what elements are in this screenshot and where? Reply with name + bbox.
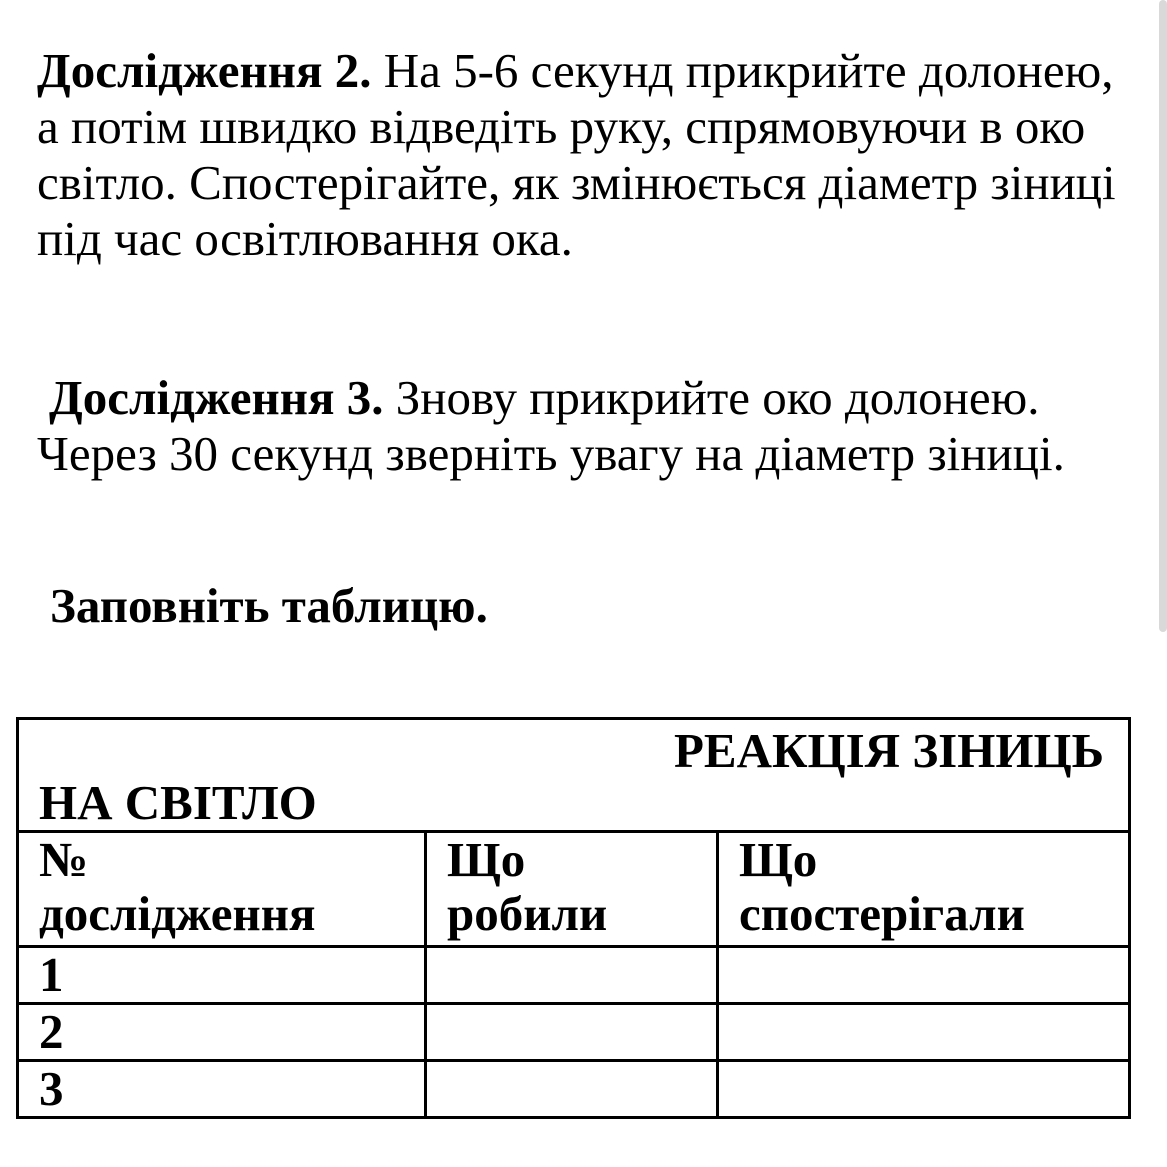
table-title-part-1: РЕАКЦІЯ ЗІНИЦЬ: [673, 723, 1104, 778]
header-col2-line2: робили: [447, 886, 608, 941]
header-what-did: [426, 832, 718, 947]
row-3-did-cell[interactable]: [426, 1061, 718, 1118]
study-2-text: На 5-6 секунд прикрийте долонею, а потім швидко відведіть руку, спрямовуючи в око світло. Спостерігайте, як змінюється діаметр зіниці під час освітлювання ока.: [37, 43, 1116, 266]
study-3-text: Знову прикрийте око долонею. Через 30 секунд зверніть увагу на діаметр зіниці.: [37, 370, 1065, 481]
row-2-number: 2: [18, 1004, 426, 1061]
pupil-reaction-table: [16, 717, 1131, 1119]
row-1-observed-cell[interactable]: [718, 947, 1130, 1004]
row-1-did-cell[interactable]: [426, 947, 718, 1004]
study-2-paragraph: [37, 43, 1147, 267]
header-col3-line1: Що: [739, 832, 818, 887]
header-col1-line2: дослідження: [39, 886, 316, 941]
table-row: [18, 1004, 1130, 1061]
header-col2-line1: Що: [447, 832, 526, 887]
study-3-heading: Дослідження 3.: [49, 370, 384, 425]
header-col1-line1: №: [39, 832, 89, 887]
row-1-number: 1: [18, 947, 426, 1004]
table-title-cell: [18, 719, 1130, 832]
header-what-observed: [718, 832, 1130, 947]
header-col3-line2: спостерігали: [739, 886, 1025, 941]
row-3-observed-cell[interactable]: [718, 1061, 1130, 1118]
study-2-heading: Дослідження 2.: [37, 43, 372, 98]
row-2-observed-cell[interactable]: [718, 1004, 1130, 1061]
fill-table-instruction: Заповніть таблицю.: [50, 578, 488, 633]
study-3-paragraph: [37, 370, 1147, 482]
row-2-did-cell[interactable]: [426, 1004, 718, 1061]
scrollbar[interactable]: [1159, 0, 1167, 632]
header-study-number: [18, 832, 426, 947]
table-title-part-2: НА СВІТЛО: [39, 775, 317, 830]
table-row: [18, 947, 1130, 1004]
row-3-number: 3: [18, 1061, 426, 1118]
table-row: [18, 1061, 1130, 1118]
